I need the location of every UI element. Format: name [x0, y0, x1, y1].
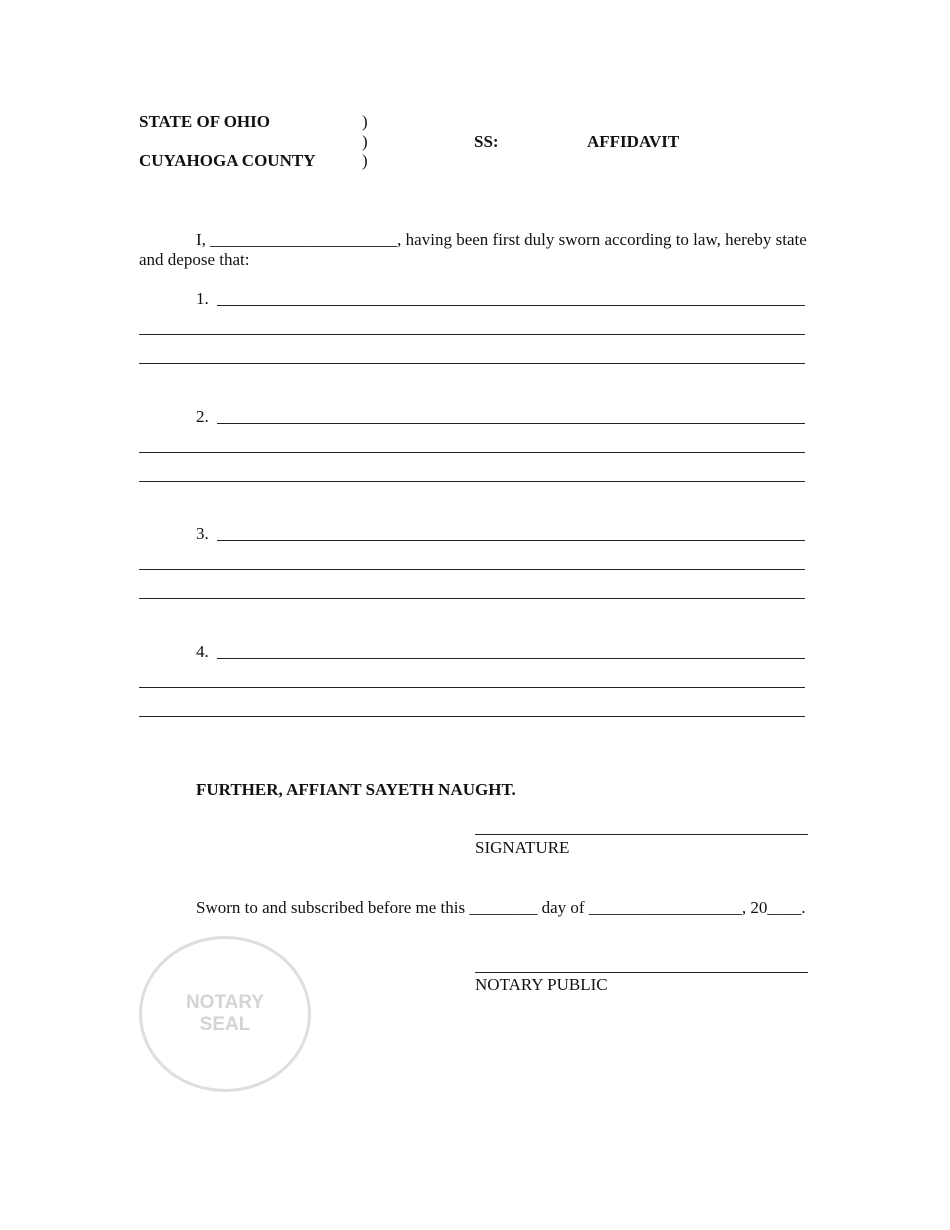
affiant-name-blank[interactable]: ______________________ — [210, 230, 398, 249]
notary-label: NOTARY PUBLIC — [475, 975, 608, 994]
county-label: CUYAHOGA COUNTY — [139, 151, 316, 170]
ss-label: SS: — [474, 132, 499, 151]
statement-number-3: 3. — [196, 524, 209, 543]
statement-3-line-2[interactable] — [139, 569, 805, 570]
statement-number-1: 1. — [196, 289, 209, 308]
statement-number-4: 4. — [196, 642, 209, 661]
caption-paren-1: ) — [362, 112, 368, 131]
day-blank[interactable]: ________ — [469, 898, 538, 917]
signature-label: SIGNATURE — [475, 838, 570, 857]
intro-text-pre: I, — [196, 230, 211, 249]
statement-number-2: 2. — [196, 407, 209, 426]
state-label: STATE OF OHIO — [139, 112, 270, 131]
statement-4-line-2[interactable] — [139, 687, 805, 688]
year-blank[interactable]: ____ — [767, 898, 802, 917]
caption-paren-3: ) — [362, 151, 368, 170]
statement-1-line-1[interactable] — [217, 305, 805, 306]
intro-line-1 — [196, 230, 807, 250]
caption-paren-2: ) — [362, 132, 368, 151]
jurat-text-2: day of — [537, 898, 589, 917]
seal-text-2: SEAL — [199, 1014, 251, 1035]
intro-text-post: , having been first duly sworn according to law, hereby state — [397, 230, 807, 249]
statement-1-line-3[interactable] — [139, 363, 805, 364]
statement-4-line-3[interactable] — [139, 716, 805, 717]
statement-2-line-1[interactable] — [217, 423, 805, 424]
seal-text-1: NOTARY — [185, 992, 265, 1013]
statement-3-line-3[interactable] — [139, 598, 805, 599]
jurat-text-1: Sworn to and subscribed before me this — [196, 898, 470, 917]
statement-2-line-3[interactable] — [139, 481, 805, 482]
jurat-text-3: , 20 — [741, 898, 768, 917]
jurat-line — [196, 898, 806, 918]
notary-seal — [139, 936, 311, 1092]
statement-4-line-1[interactable] — [217, 658, 805, 659]
month-blank[interactable]: __________________ — [588, 898, 742, 917]
statement-3-line-1[interactable] — [217, 540, 805, 541]
document-title: AFFIDAVIT — [587, 132, 680, 151]
jurat-text-4: . — [801, 898, 806, 917]
signature-line[interactable] — [475, 834, 808, 835]
closing-statement: FURTHER, AFFIANT SAYETH NAUGHT. — [196, 780, 516, 799]
intro-line-2: and depose that: — [139, 250, 250, 269]
notary-signature-line[interactable] — [475, 972, 808, 973]
statement-1-line-2[interactable] — [139, 334, 805, 335]
statement-2-line-2[interactable] — [139, 452, 805, 453]
